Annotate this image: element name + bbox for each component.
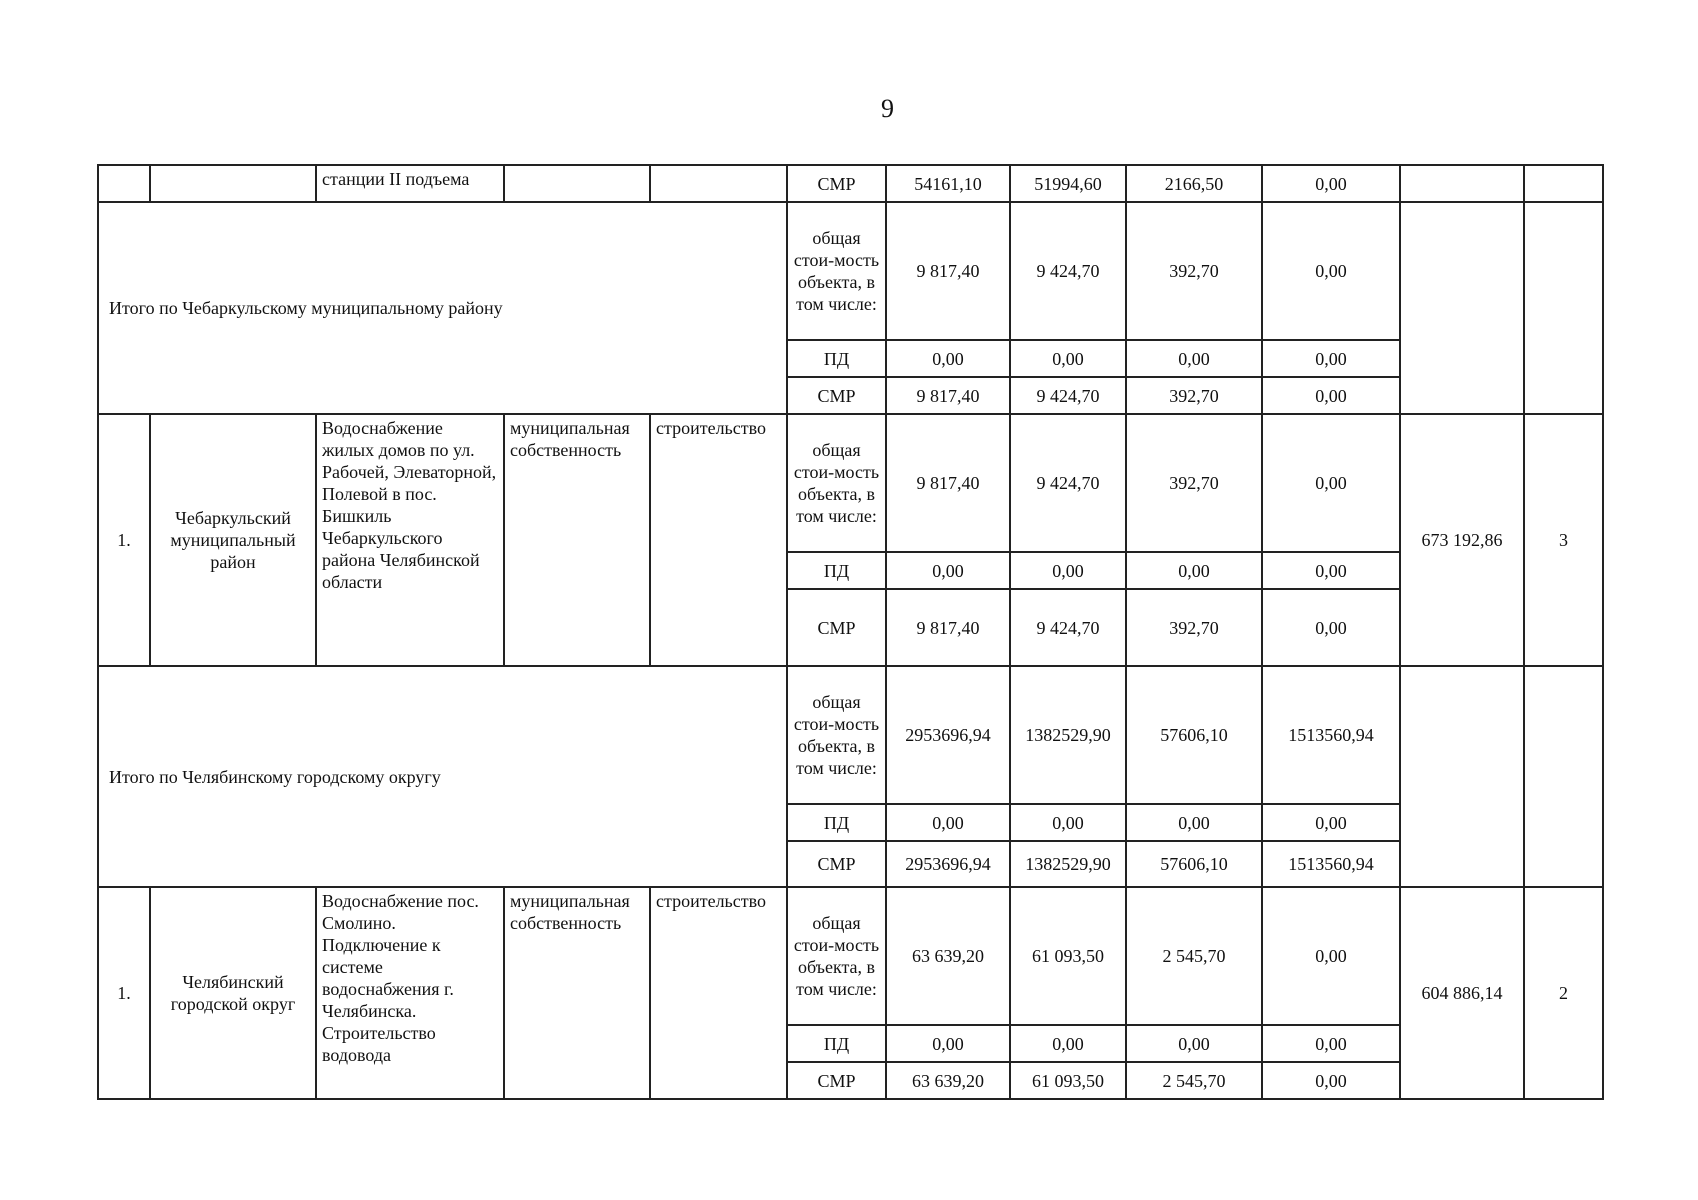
cell-amount: 673 192,86 [1400, 414, 1524, 666]
cell-priority: 3 [1524, 414, 1603, 666]
cell-value: 0,00 [1010, 340, 1126, 377]
cell-value: 392,70 [1126, 414, 1262, 552]
cell-value: 9 424,70 [1010, 377, 1126, 414]
cell-value: 51994,60 [1010, 165, 1126, 202]
total-row [98, 666, 1603, 804]
cell-municipality: Чебаркульский муниципальный район [150, 414, 316, 666]
cell-value: 392,70 [1126, 589, 1262, 666]
cell-value: 2166,50 [1126, 165, 1262, 202]
cell-value: 0,00 [1010, 1025, 1126, 1062]
cell-cost-type: ПД [787, 1025, 886, 1062]
cell-value: 392,70 [1126, 202, 1262, 340]
cell-amount [1400, 202, 1524, 414]
cell-priority [1524, 202, 1603, 414]
cell-value: 57606,10 [1126, 666, 1262, 804]
cell-value: 2 545,70 [1126, 1062, 1262, 1099]
cell-cost-type: СМР [787, 589, 886, 666]
cell-value: 9 424,70 [1010, 414, 1126, 552]
cell-value: 0,00 [1262, 589, 1400, 666]
cell-object: Водоснабжение жилых домов по ул. Рабочей, Элеваторной, Полевой в пос. Бишкиль Чебаркульского района Челябинской области [316, 414, 504, 666]
cell-cost-type: СМР [787, 1062, 886, 1099]
cell-number [98, 165, 150, 202]
item-row [98, 414, 1603, 552]
cell-priority [1524, 666, 1603, 887]
cell-value: 1382529,90 [1010, 666, 1126, 804]
total-label: Итого по Чебаркульскому муниципальному району [98, 202, 787, 414]
cell-value: 0,00 [1262, 552, 1400, 589]
continuation-row [98, 165, 1603, 202]
cell-object: Водоснабжение пос. Смолино. Подключение к системе водоснабжения г. Челябинска. Строительство водовода [316, 887, 504, 1099]
cell-value: 9 424,70 [1010, 202, 1126, 340]
cell-cost-type: общая стои-мость объекта, в том числе: [787, 887, 886, 1025]
page-number: 9 [881, 94, 894, 123]
cell-value: 1513560,94 [1262, 666, 1400, 804]
cell-value: 0,00 [1262, 1025, 1400, 1062]
budget-table [97, 164, 1604, 1100]
cell-value: 9 817,40 [886, 589, 1010, 666]
cell-value: 0,00 [1262, 165, 1400, 202]
cell-cost-type: ПД [787, 552, 886, 589]
cell-cost-type: СМР [787, 841, 886, 887]
total-label: Итого по Челябинскому городскому округу [98, 666, 787, 887]
cell-cost-type: ПД [787, 804, 886, 841]
cell-value: 0,00 [1126, 804, 1262, 841]
cell-value: 0,00 [1126, 340, 1262, 377]
cell-value: 63 639,20 [886, 1062, 1010, 1099]
cell-value: 63 639,20 [886, 887, 1010, 1025]
cell-value: 9 424,70 [1010, 589, 1126, 666]
item-row [98, 887, 1603, 1025]
cell-value: 2953696,94 [886, 666, 1010, 804]
cell-value: 0,00 [1126, 552, 1262, 589]
cell-value: 0,00 [1010, 804, 1126, 841]
cell-work: строительство [650, 414, 787, 666]
cell-value: 54161,10 [886, 165, 1010, 202]
cell-work [650, 165, 787, 202]
cell-cost-type: ПД [787, 340, 886, 377]
cell-amount [1400, 165, 1524, 202]
cell-cost-type: общая стои-мость объекта, в том числе: [787, 202, 886, 340]
cell-value: 1513560,94 [1262, 841, 1400, 887]
cell-ownership [504, 165, 650, 202]
cell-priority: 2 [1524, 887, 1603, 1099]
cell-value: 0,00 [886, 552, 1010, 589]
cell-value: 2953696,94 [886, 841, 1010, 887]
cell-value: 0,00 [1262, 887, 1400, 1025]
cell-value: 57606,10 [1126, 841, 1262, 887]
cell-priority [1524, 165, 1603, 202]
cell-value: 61 093,50 [1010, 887, 1126, 1025]
cell-value: 9 817,40 [886, 202, 1010, 340]
cell-municipality: Челябинский городской округ [150, 887, 316, 1099]
cell-value: 0,00 [1126, 1025, 1262, 1062]
cell-value: 0,00 [1262, 340, 1400, 377]
cell-value: 0,00 [886, 804, 1010, 841]
cell-ownership: муниципальная собственность [504, 414, 650, 666]
cell-value: 61 093,50 [1010, 1062, 1126, 1099]
cell-value: 2 545,70 [1126, 887, 1262, 1025]
cell-value: 0,00 [1262, 804, 1400, 841]
cell-value: 0,00 [886, 340, 1010, 377]
cell-amount [1400, 666, 1524, 887]
cell-work: строительство [650, 887, 787, 1099]
cell-value: 0,00 [1262, 377, 1400, 414]
cell-amount: 604 886,14 [1400, 887, 1524, 1099]
cell-value: 9 817,40 [886, 414, 1010, 552]
cell-value: 0,00 [1010, 552, 1126, 589]
cell-value: 0,00 [886, 1025, 1010, 1062]
cell-value: 9 817,40 [886, 377, 1010, 414]
cell-value: 0,00 [1262, 414, 1400, 552]
cell-cost-type: СМР [787, 165, 886, 202]
cell-number: 1. [98, 887, 150, 1099]
cell-number: 1. [98, 414, 150, 666]
total-row [98, 202, 1603, 340]
cell-object: станции II подъема [316, 165, 504, 202]
cell-value: 0,00 [1262, 1062, 1400, 1099]
cell-municipality [150, 165, 316, 202]
cell-cost-type: общая стои-мость объекта, в том числе: [787, 414, 886, 552]
cell-value: 392,70 [1126, 377, 1262, 414]
cell-cost-type: СМР [787, 377, 886, 414]
cell-ownership: муниципальная собственность [504, 887, 650, 1099]
cell-value: 1382529,90 [1010, 841, 1126, 887]
cell-cost-type: общая стои-мость объекта, в том числе: [787, 666, 886, 804]
cell-value: 0,00 [1262, 202, 1400, 340]
